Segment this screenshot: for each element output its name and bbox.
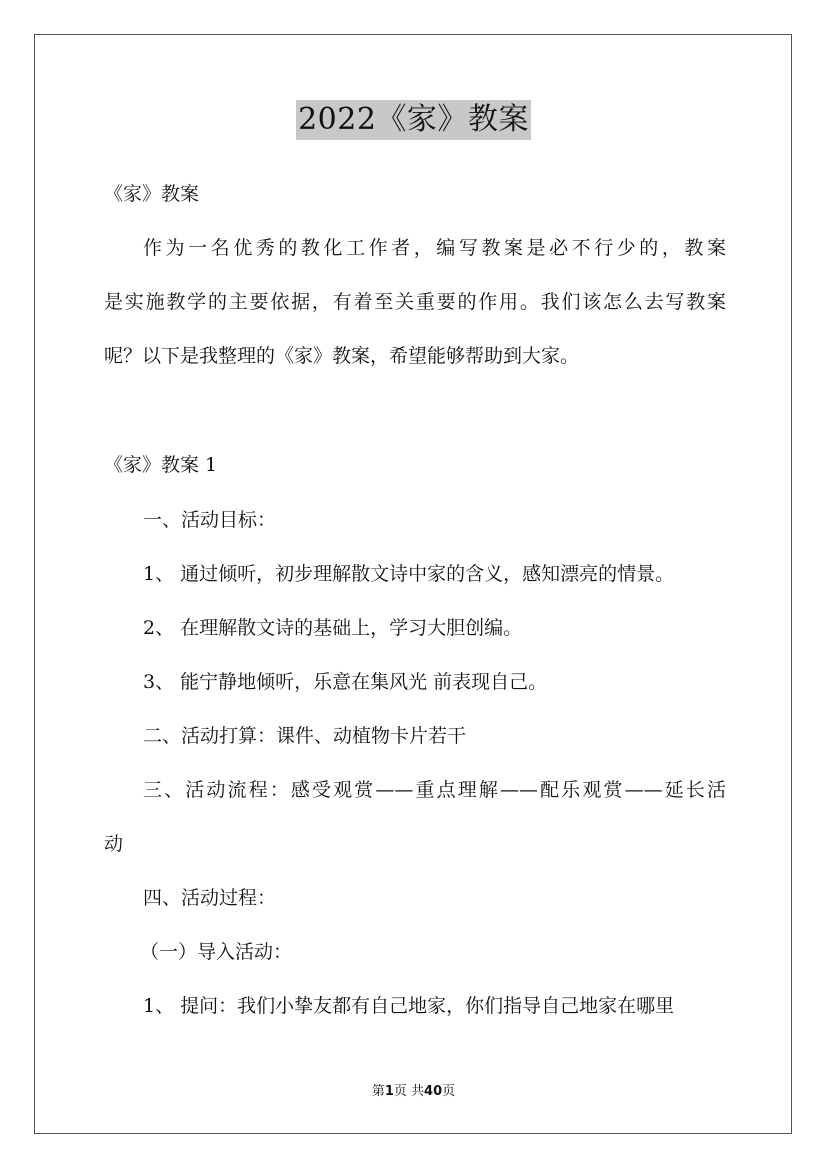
subtitle: 《家》教案 — [104, 183, 200, 205]
goal-item-1: 1、 通过倾听，初步理解散文诗中家的含义，感知漂亮的情景。 — [143, 563, 675, 585]
intro-line-3: 呢？以下是我整理的《家》教案，希望能够帮助到大家。 — [104, 345, 580, 367]
question-item-1: 1、 提问：我们小挚友都有自己地家，你们指导自己地家在哪里 — [143, 995, 675, 1017]
title-wrap — [0, 100, 827, 140]
process-heading: 四、活动过程： — [143, 887, 277, 909]
page-title: 2022《家》教案 — [296, 100, 531, 140]
prep-line: 二、活动打算：课件、动植物卡片若干 — [143, 725, 467, 747]
import-heading: （一）导入活动： — [140, 941, 293, 963]
footer-label-pre: 第 — [371, 1084, 385, 1099]
footer-label-mid: 页 共 — [393, 1084, 425, 1099]
intro-line-2: 是实施教学的主要依据，有着至关重要的作用。我们该怎么去写教案 — [104, 291, 726, 313]
intro-line-1: 作为一名优秀的教化工作者，编写教案是必不行少的，教案 — [143, 237, 726, 259]
footer-label-post: 页 — [442, 1084, 456, 1099]
goal-item-3: 3、 能宁静地倾听，乐意在集风光 前表现自己。 — [143, 671, 548, 693]
goal-heading: 一、活动目标： — [143, 509, 277, 531]
goal-item-2: 2、 在理解散文诗的基础上，学习大胆创编。 — [143, 617, 523, 639]
flow-line-2: 动 — [104, 833, 124, 855]
total-pages: 40 — [424, 1084, 443, 1099]
page-footer — [0, 1083, 827, 1101]
section-heading: 《家》教案 1 — [104, 454, 218, 476]
flow-line-1: 三、活动流程：感受观赏——重点理解——配乐观赏——延长活 — [143, 779, 726, 801]
page-number: 1 — [384, 1084, 394, 1099]
